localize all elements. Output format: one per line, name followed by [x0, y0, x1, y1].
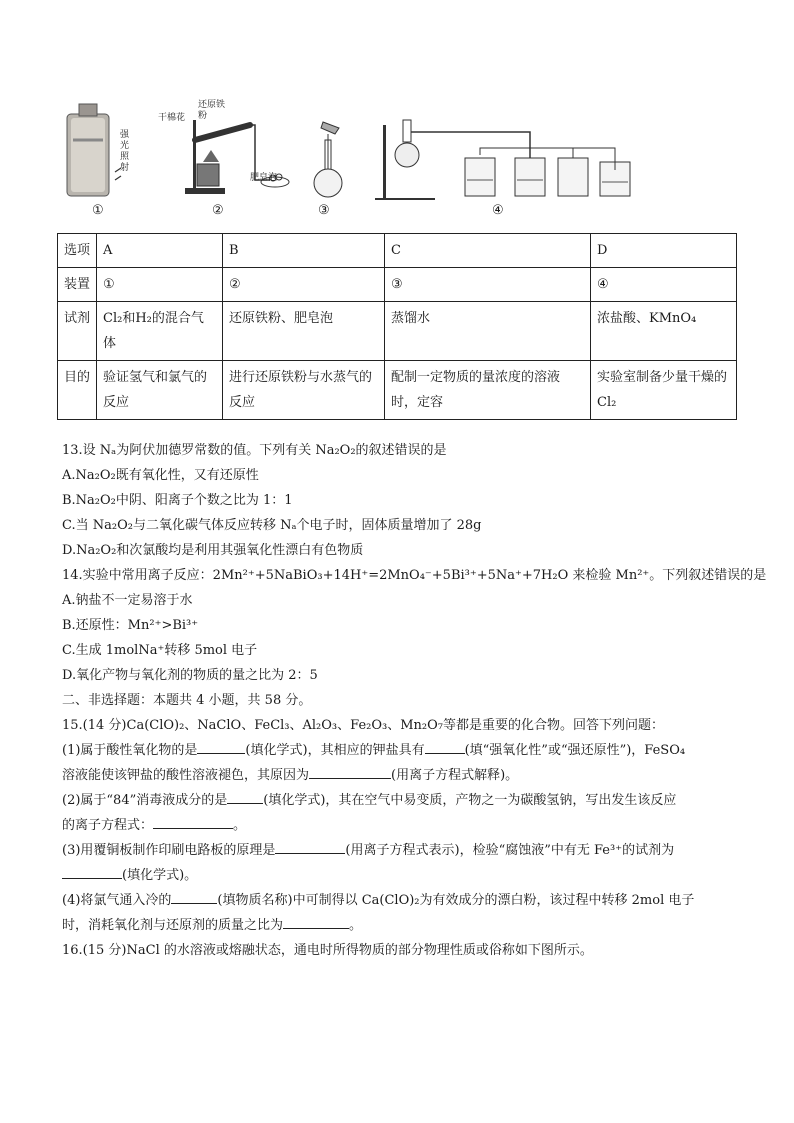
q15-part2-line2	[62, 813, 742, 838]
table-row	[58, 361, 737, 420]
figure-3-volumetric-flask	[305, 120, 355, 200]
cell-text: 浓盐酸、KMnO₄	[597, 311, 697, 326]
q15-text: (1)属于酸性氧化物的是	[62, 743, 198, 758]
q15-text: (填物质名称)中可制得以 Ca(ClO)₂为有效成分的漂白粉，该过程中转移 2mol 电子	[217, 893, 695, 908]
q15-text: (用离子方程式解释)。	[391, 768, 519, 783]
row-head	[58, 234, 97, 268]
table-cell	[591, 268, 737, 302]
row-head-text: 目的	[64, 370, 91, 385]
row-head	[58, 361, 97, 420]
figure-3-number: ③	[318, 203, 330, 218]
answer-blank[interactable]	[275, 839, 345, 854]
table-cell	[97, 361, 223, 420]
q15-text: 的离子方程式：	[62, 818, 154, 833]
q15-text: (填化学式)。	[122, 868, 198, 883]
answer-blank[interactable]	[153, 814, 233, 829]
figure-2-number: ②	[212, 203, 224, 218]
q15-part2-line1	[62, 788, 742, 813]
row-head	[58, 302, 97, 361]
q13-option-a: A.Na₂O₂既有氧化性，又有还原性	[62, 468, 259, 483]
answer-blank[interactable]	[309, 764, 391, 779]
q15-text: 。	[349, 918, 363, 933]
options-table	[57, 233, 737, 420]
q15-part4-line1	[62, 888, 742, 913]
table-row	[58, 234, 737, 268]
figure-2-iron-steam	[175, 100, 295, 200]
figure-2-label-soap: 肥皂泡	[250, 173, 278, 183]
table-cell	[223, 302, 385, 361]
answer-blank[interactable]	[62, 864, 122, 879]
row-head	[58, 268, 97, 302]
q15-text: (3)用覆铜板制作印刷电路板的原理是	[62, 843, 276, 858]
row-head-text: 选项	[64, 243, 91, 258]
table-cell	[97, 302, 223, 361]
table-cell	[223, 361, 385, 420]
q15-text: 时，消耗氧化剂与还原剂的质量之比为	[62, 918, 284, 933]
q15-part1-line2	[62, 763, 742, 788]
answer-blank[interactable]	[171, 889, 217, 904]
cell-text: 配制一定物质的量浓度的溶液时，定容	[391, 370, 561, 410]
cell-text: 还原铁粉、肥皂泡	[229, 311, 334, 326]
table-row	[58, 268, 737, 302]
answer-blank[interactable]	[283, 914, 349, 929]
answer-blank[interactable]	[227, 789, 263, 804]
cell-text: B	[229, 243, 239, 258]
apparatus-figures	[60, 100, 740, 225]
table-cell	[385, 302, 591, 361]
figure-4-chlorine-train	[365, 100, 745, 200]
q13-stem: 13.设 Nₐ为阿伏加德罗常数的值。下列有关 Na₂O₂的叙述错误的是	[62, 443, 447, 458]
cell-text: ②	[229, 277, 241, 292]
figure-1-number: ①	[92, 203, 104, 218]
row-head-text: 试剂	[64, 311, 91, 326]
cell-text: D	[597, 243, 608, 258]
cell-text: ④	[597, 277, 609, 292]
question-body	[62, 438, 767, 963]
row-head-text: 装置	[64, 277, 91, 292]
q15-text: (2)属于“84”消毒液成分的是	[62, 793, 228, 808]
table-cell	[97, 268, 223, 302]
q14-option-c: C.生成 1molNa⁺转移 5mol 电子	[62, 643, 258, 658]
cell-text: 蒸馏水	[391, 311, 431, 326]
q15-text: (填“强氧化性”或“强还原性”)，FeSO₄	[464, 743, 686, 758]
cell-text: ①	[103, 277, 115, 292]
cell-text: A	[103, 243, 113, 258]
q16-stem: 16.(15 分)NaCl 的水溶液或熔融状态，通电时所得物质的部分物理性质或俗称如下图所示。	[62, 943, 593, 958]
table-cell	[385, 268, 591, 302]
table-cell	[385, 234, 591, 268]
q14-option-d: D.氧化产物与氧化剂的物质的量之比为 2：5	[62, 668, 318, 683]
q15-part1-line1	[62, 738, 742, 763]
q13-option-b: B.Na₂O₂中阴、阳离子个数之比为 1：1	[62, 493, 293, 508]
table-row	[58, 302, 737, 361]
q15-text: 。	[233, 818, 247, 833]
q14-stem: 14.实验中常用离子反应：2Mn²⁺+5NaBiO₃+14H⁺=2MnO₄⁻+5Bi³⁺+5Na⁺+7H₂O 来检验 Mn²⁺。下列叙述错误的是	[62, 568, 767, 583]
answer-blank[interactable]	[425, 739, 465, 754]
q15-text: 溶液能使该钾盐的酸性溶液褪色，其原因为	[62, 768, 310, 783]
figure-2-label-iron: 还原铁粉	[198, 100, 226, 121]
cell-text: 实验室制备少量干燥的Cl₂	[597, 370, 728, 410]
q15-part4-line2	[62, 913, 742, 938]
q15-text: (用离子方程式表示)，检验“腐蚀液”中有无 Fe³⁺的试剂为	[345, 843, 675, 858]
q13-option-c: C.当 Na₂O₂与二氧化碳气体反应转移 Nₐ个电子时，固体质量增加了 28g	[62, 518, 482, 533]
q15-stem: 15.(14 分)Ca(ClO)₂、NaClO、FeCl₃、Al₂O₃、Fe₂O₃、Mn₂O₇等都是重要的化合物。回答下列问题：	[62, 718, 664, 733]
table-cell	[97, 234, 223, 268]
table-cell	[591, 361, 737, 420]
cell-text: 进行还原铁粉与水蒸气的反应	[229, 370, 373, 410]
table-cell	[591, 234, 737, 268]
cell-text: ③	[391, 277, 403, 292]
q15-part3-line1	[62, 838, 742, 863]
table-cell	[223, 234, 385, 268]
section-2-heading: 二、非选择题：本题共 4 小题，共 58 分。	[62, 693, 312, 708]
table-cell	[385, 361, 591, 420]
figure-4-number: ④	[492, 203, 504, 218]
table-cell	[223, 268, 385, 302]
q14-option-a: A.钠盐不一定易溶于水	[62, 593, 193, 608]
figure-1-label-light: 强光照射	[120, 130, 130, 173]
q15-text: (填化学式)，其相应的钾盐具有	[245, 743, 425, 758]
q15-text: (4)将氯气通入冷的	[62, 893, 172, 908]
q13-option-d: D.Na₂O₂和次氯酸均是利用其强氧化性漂白有色物质	[62, 543, 364, 558]
q15-part3-line2	[62, 863, 742, 888]
cell-text: 验证氢气和氯气的反应	[103, 370, 208, 410]
q15-text: (填化学式)，其在空气中易变质，产物之一为碳酸氢钠，写出发生该反应	[263, 793, 677, 808]
answer-blank[interactable]	[197, 739, 245, 754]
cell-text: C	[391, 243, 401, 258]
table-cell	[591, 302, 737, 361]
cell-text: Cl₂和H₂的混合气体	[103, 311, 204, 351]
figure-2-label-cotton: 干棉花	[158, 113, 186, 123]
q14-option-b: B.还原性：Mn²⁺>Bi³⁺	[62, 618, 199, 633]
